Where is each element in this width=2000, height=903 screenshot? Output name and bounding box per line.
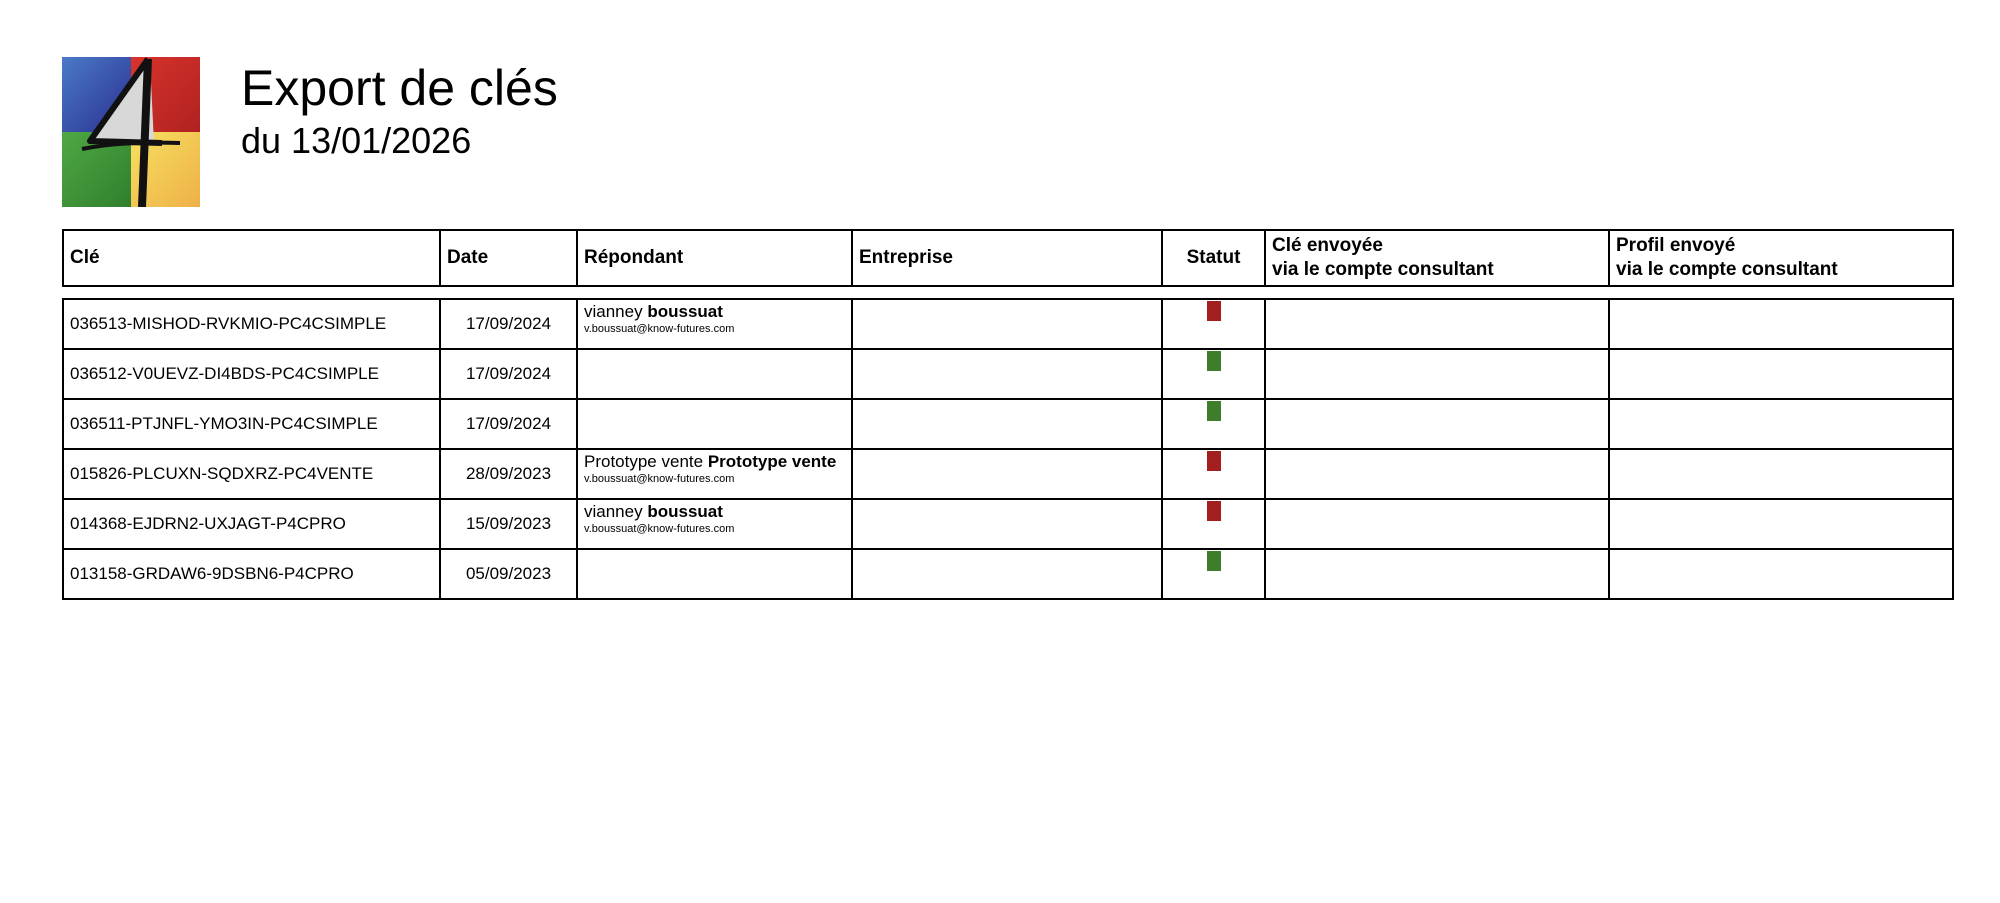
status-indicator (1207, 501, 1221, 521)
date-cell: 15/09/2023 (440, 499, 577, 549)
table-row (63, 499, 1953, 549)
page-title: Export de clés (241, 60, 558, 116)
profile-sent-cell (1609, 349, 1953, 399)
table-spacer (63, 286, 1953, 299)
table-row (63, 449, 1953, 499)
respondent-name (584, 502, 845, 522)
respondent-cell (577, 399, 852, 449)
respondent-name (584, 452, 845, 472)
respondent-name (584, 302, 845, 322)
respondent-first-name: Prototype vente (584, 452, 704, 471)
four-logo (62, 57, 200, 207)
respondent-last-name: Prototype vente (707, 452, 837, 471)
key-cell: 014368-EJDRN2-UXJAGT-P4CPRO (63, 499, 440, 549)
status-cell (1162, 299, 1265, 349)
respondent-first-name: vianney (584, 302, 643, 321)
column-header-key-sent (1265, 230, 1609, 286)
status-cell (1162, 549, 1265, 599)
respondent-last-name: boussuat (647, 502, 723, 521)
keys-table (62, 229, 1954, 600)
key-cell: 015826-PLCUXN-SQDXRZ-PC4VENTE (63, 449, 440, 499)
column-header-respondent: Répondant (577, 230, 852, 286)
profile-sent-cell (1609, 499, 1953, 549)
respondent-cell (577, 349, 852, 399)
company-cell (852, 549, 1162, 599)
key-sent-cell (1265, 399, 1609, 449)
key-sent-cell (1265, 299, 1609, 349)
key-sent-cell (1265, 449, 1609, 499)
key-cell: 013158-GRDAW6-9DSBN6-P4CPRO (63, 549, 440, 599)
profile-sent-cell (1609, 549, 1953, 599)
respondent-cell (577, 549, 852, 599)
date-cell: 28/09/2023 (440, 449, 577, 499)
column-header-profile-sent (1609, 230, 1953, 286)
table-row (63, 399, 1953, 449)
column-header-date: Date (440, 230, 577, 286)
company-cell (852, 349, 1162, 399)
profile-sent-cell (1609, 299, 1953, 349)
key-cell: 036512-V0UEVZ-DI4BDS-PC4CSIMPLE (63, 349, 440, 399)
status-cell (1162, 399, 1265, 449)
key-sent-cell (1265, 549, 1609, 599)
status-indicator (1207, 351, 1221, 371)
respondent-email: v.boussuat@know-futures.com (584, 473, 735, 485)
profile-sent-cell (1609, 399, 1953, 449)
status-cell (1162, 349, 1265, 399)
key-cell: 036511-PTJNFL-YMO3IN-PC4CSIMPLE (63, 399, 440, 449)
respondent-email: v.boussuat@know-futures.com (584, 523, 735, 535)
column-header-profile-sent-line1: Profil envoyé (1616, 235, 1736, 256)
status-indicator (1207, 551, 1221, 571)
respondent-last-name: boussuat (647, 302, 723, 321)
column-header-key: Clé (63, 230, 440, 286)
page-subtitle-date: du 13/01/2026 (241, 120, 472, 161)
column-header-key-sent-line2: via le compte consultant (1272, 259, 1494, 280)
table-body (63, 299, 1953, 599)
date-cell: 17/09/2024 (440, 349, 577, 399)
date-cell: 17/09/2024 (440, 399, 577, 449)
company-cell (852, 499, 1162, 549)
key-cell: 036513-MISHOD-RVKMIO-PC4CSIMPLE (63, 299, 440, 349)
company-cell (852, 399, 1162, 449)
column-header-company: Entreprise (852, 230, 1162, 286)
status-indicator (1207, 301, 1221, 321)
key-sent-cell (1265, 499, 1609, 549)
status-cell (1162, 499, 1265, 549)
table-row (63, 299, 1953, 349)
date-cell: 17/09/2024 (440, 299, 577, 349)
respondent-cell (577, 449, 852, 499)
respondent-first-name: vianney (584, 502, 643, 521)
column-header-profile-sent-line2: via le compte consultant (1616, 259, 1838, 280)
date-cell: 05/09/2023 (440, 549, 577, 599)
key-sent-cell (1265, 349, 1609, 399)
respondent-email: v.boussuat@know-futures.com (584, 323, 735, 335)
column-header-key-sent-line1: Clé envoyée (1272, 235, 1383, 256)
status-indicator (1207, 401, 1221, 421)
status-cell (1162, 449, 1265, 499)
table-header-row (63, 230, 1953, 286)
respondent-cell (577, 499, 852, 549)
company-cell (852, 449, 1162, 499)
column-header-status: Statut (1162, 230, 1265, 286)
company-cell (852, 299, 1162, 349)
table-spacer-cell (63, 286, 1953, 299)
table-row (63, 349, 1953, 399)
respondent-cell (577, 299, 852, 349)
status-indicator (1207, 451, 1221, 471)
table-row (63, 549, 1953, 599)
profile-sent-cell (1609, 449, 1953, 499)
